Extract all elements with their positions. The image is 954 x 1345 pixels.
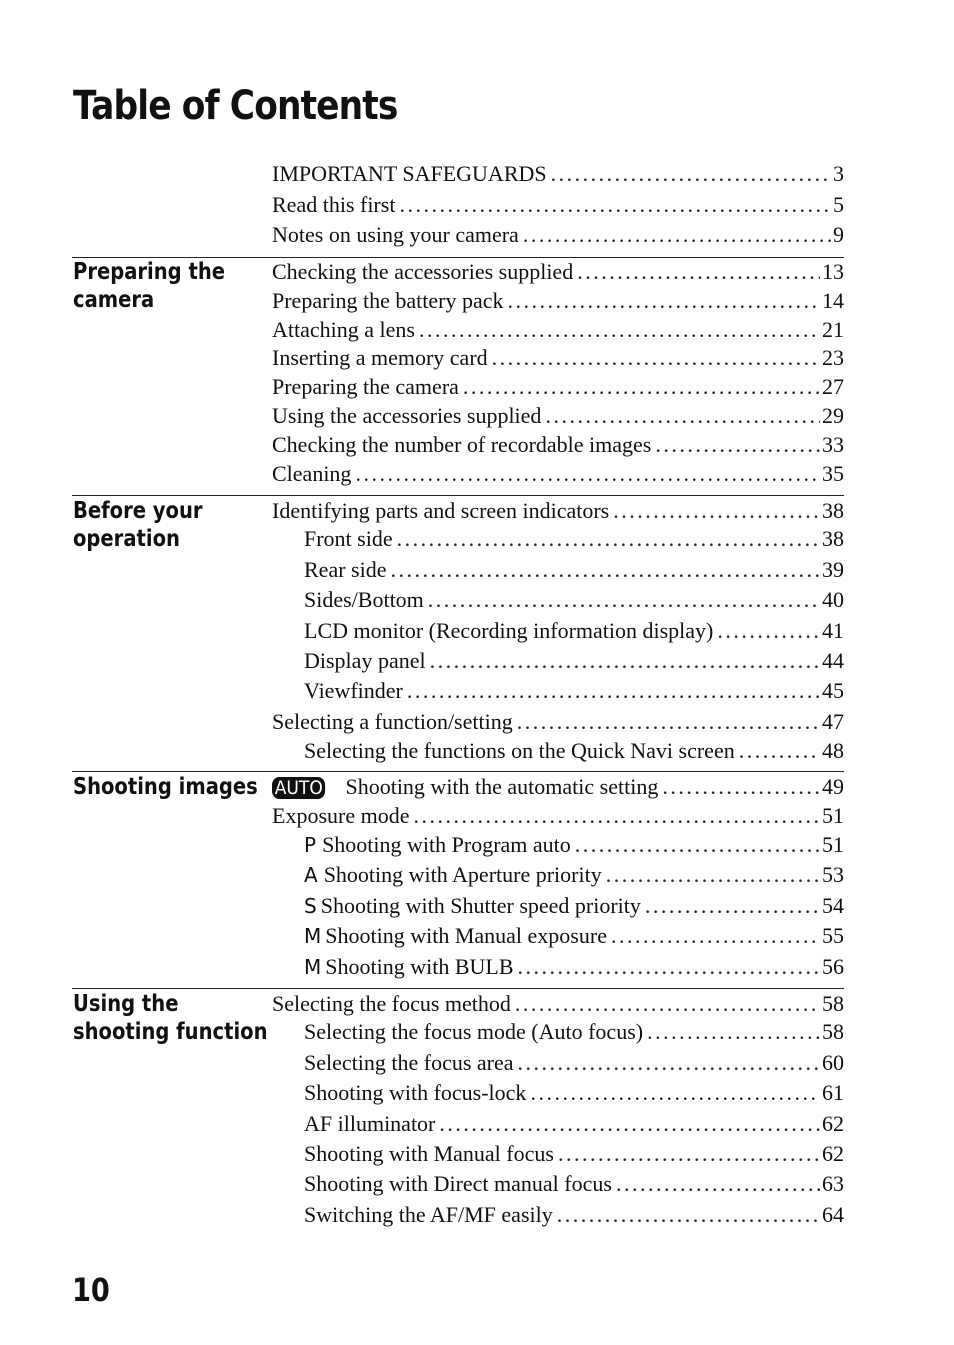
toc-section-shooting-images: [72, 771, 844, 984]
auto-mode-icon: AUTO: [272, 777, 326, 799]
toc-subentry[interactable]: Shooting with Manual focus . . . 62: [304, 1140, 844, 1168]
dot-leader: [419, 316, 820, 344]
toc-section-shooting-function: [72, 988, 844, 1231]
toc-subentry[interactable]: LCD monitor (Recording information display) . . . 41: [304, 617, 844, 645]
dot-leader: [577, 258, 820, 286]
toc-page-number: 5: [833, 192, 844, 217]
toc-page-number: 3: [833, 161, 844, 186]
toc-subentry[interactable]: Selecting the functions on the Quick Navi screen . . . 48: [304, 737, 844, 765]
dot-leader: [397, 525, 820, 553]
dot-leader: [523, 221, 831, 249]
toc-subentry[interactable]: Shooting with focus-lock . . . 61: [304, 1079, 844, 1107]
dot-leader: [518, 1049, 820, 1077]
toc-entry[interactable]: Selecting the focus method . . . 58: [272, 990, 844, 1018]
aperture-mode-icon: A: [304, 863, 318, 887]
toc-subentry[interactable]: Viewfinder . . . 45: [304, 677, 844, 705]
toc-entry-read-this-first[interactable]: [272, 191, 844, 219]
toc-subentry-aperture-priority[interactable]: A Shooting with Aperture priority . . . 53: [304, 861, 844, 889]
dot-leader: [558, 1140, 820, 1168]
dot-leader: [647, 1018, 820, 1046]
toc-entry[interactable]: Preparing the battery pack . . . 14: [272, 287, 844, 315]
toc-subentry-bulb[interactable]: M Shooting with BULB . . . 56: [304, 953, 844, 981]
dot-leader: [517, 708, 820, 736]
toc-subentry-program-auto[interactable]: P Shooting with Program auto . . . 51: [304, 831, 844, 859]
dot-leader: [463, 373, 820, 401]
toc-subentry[interactable]: Sides/Bottom . . . 40: [304, 586, 844, 614]
dot-leader: [508, 287, 820, 315]
toc-section-before-operation: [72, 495, 844, 768]
dot-leader: [739, 737, 820, 765]
dot-leader: [655, 431, 820, 459]
toc-subentry[interactable]: Switching the AF/MF easily . . . 64: [304, 1201, 844, 1229]
toc-entry[interactable]: Attaching a lens . . . 21: [272, 316, 844, 344]
dot-leader: [606, 861, 820, 889]
dot-leader: [399, 191, 831, 219]
dot-leader: [518, 953, 820, 981]
toc-entry-auto-mode[interactable]: AUTO Shooting with the automatic setting . . . 49: [272, 773, 844, 801]
toc-entry-label: Notes on using your camera: [272, 222, 519, 247]
toc-entry[interactable]: Exposure mode . . . 51: [272, 802, 844, 830]
toc-entry-notes-on-using[interactable]: [272, 221, 844, 249]
toc-entry[interactable]: Identifying parts and screen indicators . . . 38: [272, 497, 844, 525]
dot-leader: [662, 773, 820, 801]
dot-leader: [717, 617, 820, 645]
dot-leader: [428, 586, 820, 614]
dot-leader: [545, 402, 820, 430]
page-title: Table of Contents: [73, 83, 398, 129]
section-heading: Using the shooting function: [73, 991, 268, 1045]
dot-leader: [557, 1201, 820, 1229]
toc-subentry[interactable]: Selecting the focus mode (Auto focus) . . . 58: [304, 1018, 844, 1046]
dot-leader: [492, 344, 820, 372]
toc-entry[interactable]: Using the accessories supplied . . . 29: [272, 402, 844, 430]
dot-leader: [439, 1110, 820, 1138]
dot-leader: [551, 160, 831, 188]
toc-subentry-manual-exposure[interactable]: M Shooting with Manual exposure . . . 55: [304, 922, 844, 950]
toc-subentry[interactable]: AF illuminator . . . 62: [304, 1110, 844, 1138]
dot-leader: [355, 460, 820, 488]
toc-subentry[interactable]: Display panel . . . 44: [304, 647, 844, 675]
section-heading: Shooting images: [73, 774, 258, 800]
toc-subentry[interactable]: Front side . . . 38: [304, 525, 844, 553]
toc-section-preparing-camera: [72, 257, 844, 493]
dot-leader: [390, 556, 820, 584]
toc-section-front-matter: [72, 160, 844, 254]
dot-leader: [515, 990, 820, 1018]
toc-entry[interactable]: Selecting a function/setting . . . 47: [272, 708, 844, 736]
program-mode-icon: P: [304, 833, 317, 857]
toc-entry[interactable]: Inserting a memory card . . . 23: [272, 344, 844, 372]
toc-entry[interactable]: Checking the accessories supplied . . . 13: [272, 258, 844, 286]
toc-subentry-shutter-priority[interactable]: S Shooting with Shutter speed priority . . . 54: [304, 892, 844, 920]
dot-leader: [611, 922, 820, 950]
dot-leader: [575, 831, 820, 859]
dot-leader: [530, 1079, 820, 1107]
toc-page-number: 9: [833, 222, 844, 247]
toc-entry[interactable]: Checking the number of recordable images . . . 33: [272, 431, 844, 459]
section-heading: Before your operation: [73, 498, 203, 552]
toc-entry-label: IMPORTANT SAFEGUARDS: [272, 161, 547, 186]
shutter-mode-icon: S: [304, 894, 317, 918]
dot-leader: [616, 1170, 820, 1198]
toc-subentry[interactable]: Shooting with Direct manual focus . . . 63: [304, 1170, 844, 1198]
dot-leader: [407, 677, 820, 705]
section-heading: Preparing the camera: [73, 259, 226, 313]
dot-leader: [645, 892, 820, 920]
toc-entry-important-safeguards[interactable]: [272, 160, 844, 188]
toc-entry[interactable]: Cleaning . . . 35: [272, 460, 844, 488]
toc-entry-label: Read this first: [272, 192, 396, 217]
page-number: 10: [72, 1271, 110, 1309]
toc-subentry[interactable]: Rear side . . . 39: [304, 556, 844, 584]
toc-subentry[interactable]: Selecting the focus area . . . 60: [304, 1049, 844, 1077]
dot-leader: [613, 497, 820, 525]
manual-mode-icon: M: [304, 924, 322, 948]
manual-mode-icon: M: [304, 955, 322, 979]
toc-entry[interactable]: Preparing the camera . . . 27: [272, 373, 844, 401]
dot-leader: [430, 647, 820, 675]
dot-leader: [413, 802, 820, 830]
